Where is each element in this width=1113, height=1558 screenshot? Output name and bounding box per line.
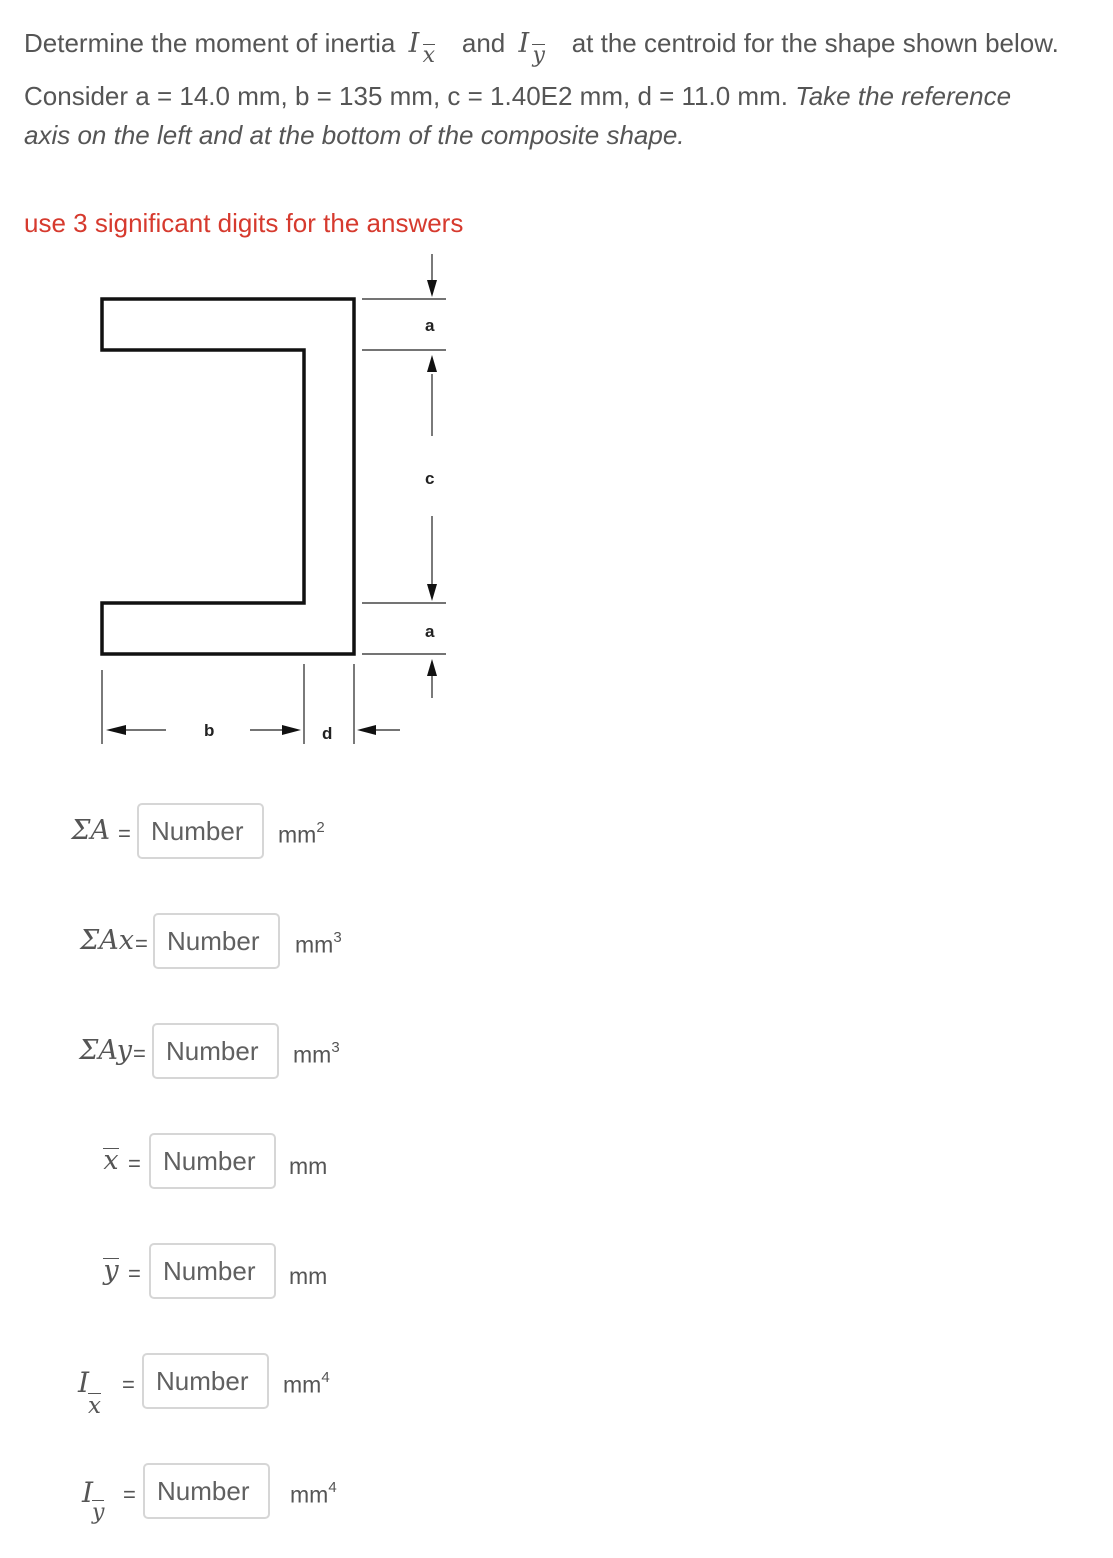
sum-ay-label: ΣAy bbox=[79, 1035, 132, 1066]
x-bar-text: x bbox=[103, 1145, 119, 1176]
dim-label-a-bottom: a bbox=[425, 622, 435, 641]
sum-ax-input[interactable] bbox=[153, 913, 280, 969]
iy-label-i: I bbox=[82, 1476, 94, 1509]
ix-bar-sub: x bbox=[422, 43, 436, 68]
iy-bar-i: I bbox=[518, 28, 530, 59]
arrowhead bbox=[106, 725, 126, 735]
y-bar-unit bbox=[289, 1263, 327, 1290]
question-prefix: Determine the moment of inertia bbox=[24, 28, 396, 58]
sig-digits-note: use 3 significant digits for the answers bbox=[24, 208, 464, 238]
dim-label-a-top: a bbox=[425, 316, 435, 335]
arrowhead bbox=[427, 659, 437, 676]
iy-bar-label bbox=[82, 1476, 122, 1532]
ix-bar-unit bbox=[283, 1371, 330, 1399]
equals-sign: = bbox=[118, 821, 131, 846]
equals-sign: = bbox=[128, 1151, 141, 1176]
iy-bar-unit bbox=[290, 1481, 337, 1509]
unit-text: mm bbox=[278, 821, 317, 848]
unit-exponent: 4 bbox=[321, 1369, 330, 1386]
c-channel-diagram bbox=[0, 240, 520, 760]
y-bar-label bbox=[100, 1255, 122, 1286]
arrowhead bbox=[357, 725, 376, 735]
ix-bar-symbol bbox=[408, 24, 455, 68]
dim-label-b: b bbox=[204, 721, 215, 740]
x-bar-input[interactable] bbox=[149, 1133, 276, 1189]
y-bar-input[interactable] bbox=[149, 1243, 276, 1299]
dim-label-d: d bbox=[322, 724, 333, 743]
x-bar-label bbox=[100, 1145, 122, 1176]
iy-label-sub: y bbox=[92, 1500, 105, 1525]
given-values: Consider a = 14.0 mm, b = 135 mm, c = 1.40E2 mm, d = 11.0 mm. bbox=[24, 81, 788, 111]
unit-text: mm bbox=[289, 1153, 328, 1179]
unit-exponent: 3 bbox=[331, 1039, 340, 1056]
unit-exponent: 4 bbox=[328, 1479, 337, 1496]
x-bar-unit bbox=[289, 1153, 327, 1180]
arrowhead bbox=[282, 725, 301, 735]
iy-bar-symbol bbox=[518, 24, 564, 68]
ix-bar-input[interactable] bbox=[142, 1353, 269, 1409]
iy-bar-input[interactable] bbox=[143, 1463, 270, 1519]
ix-label-i: I bbox=[78, 1366, 90, 1399]
equals-sign: = bbox=[128, 1261, 141, 1286]
question-line-2 bbox=[24, 77, 1011, 115]
iy-bar-sub: y bbox=[532, 43, 545, 68]
ix-bar-i: I bbox=[408, 28, 420, 59]
equals-sign: = bbox=[133, 1041, 146, 1066]
unit-text: mm bbox=[295, 931, 334, 958]
unit-text: mm bbox=[283, 1371, 322, 1398]
unit-exponent: 3 bbox=[333, 929, 342, 946]
arrowhead bbox=[427, 355, 437, 372]
equals-sign: = bbox=[123, 1482, 136, 1507]
sum-ay-unit bbox=[293, 1041, 340, 1069]
sum-ay-input[interactable] bbox=[152, 1023, 279, 1079]
sum-ax-unit bbox=[295, 931, 342, 959]
ix-bar-label bbox=[78, 1366, 118, 1422]
arrowhead bbox=[427, 280, 437, 297]
unit-exponent: 2 bbox=[316, 819, 325, 836]
question-and: and bbox=[461, 28, 506, 58]
sum-area-input[interactable] bbox=[137, 803, 264, 859]
question-line-1 bbox=[24, 24, 1059, 68]
sum-ax-label: ΣAx bbox=[80, 925, 134, 956]
unit-text: mm bbox=[289, 1263, 328, 1289]
c-channel-shape bbox=[102, 299, 354, 654]
reference-note-1: Take the reference bbox=[795, 81, 1012, 111]
sum-area-label: ΣA bbox=[71, 815, 110, 846]
equals-sign: = bbox=[122, 1372, 135, 1397]
question-suffix: at the centroid for the shape shown below. bbox=[571, 28, 1059, 58]
unit-text: mm bbox=[293, 1041, 332, 1068]
arrowhead bbox=[427, 584, 437, 601]
sum-area-unit bbox=[278, 821, 325, 849]
equals-sign: = bbox=[135, 931, 148, 956]
unit-text: mm bbox=[290, 1481, 329, 1508]
dim-label-c: c bbox=[425, 469, 435, 488]
reference-note-2: axis on the left and at the bottom of the composite shape. bbox=[24, 120, 685, 150]
ix-label-sub: x bbox=[88, 1393, 101, 1419]
y-bar-text: y bbox=[103, 1255, 119, 1286]
